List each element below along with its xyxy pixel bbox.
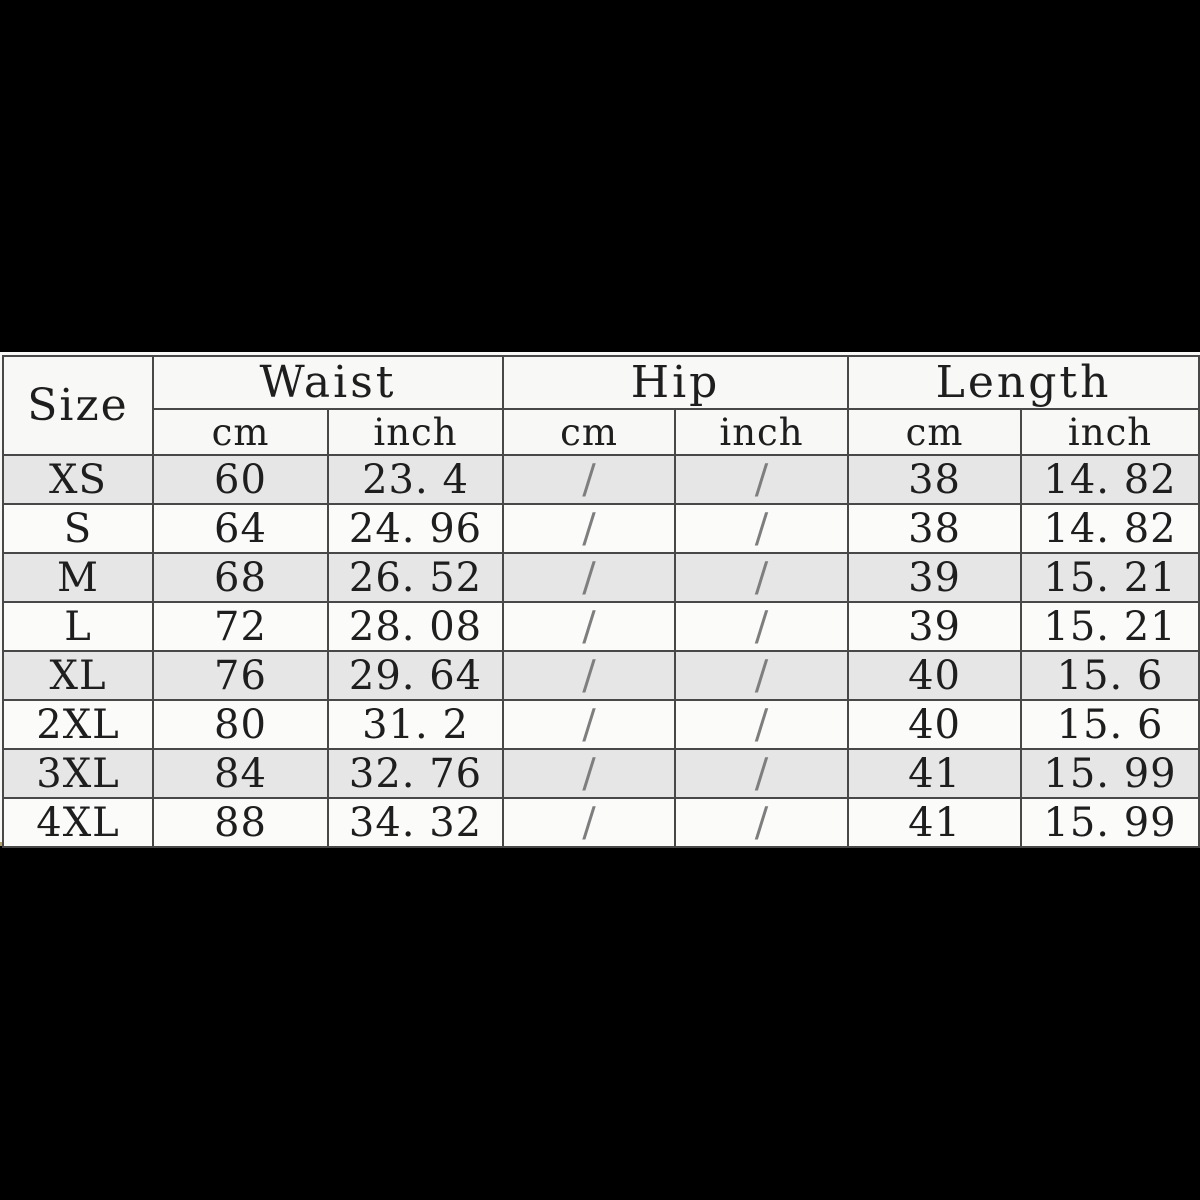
- length-cm-cell: 41: [848, 749, 1021, 798]
- table-row-s: [3, 504, 1199, 553]
- waist-cm-cell: 88: [153, 798, 328, 847]
- waist-inch-cell: 28. 08: [328, 602, 503, 651]
- size-column-header: Size: [3, 356, 153, 455]
- waist-inch-cell: 29. 64: [328, 651, 503, 700]
- hip-cm-header: cm: [503, 409, 675, 455]
- hip-inch-cell: /: [675, 504, 848, 553]
- size-cell: 4XL: [3, 798, 153, 847]
- table-row-4xl: [3, 798, 1199, 847]
- waist-inch-cell: 32. 76: [328, 749, 503, 798]
- waist-group-header: Waist: [153, 356, 503, 409]
- waist-cm-cell: 84: [153, 749, 328, 798]
- hip-inch-cell: /: [675, 455, 848, 504]
- hip-inch-cell: /: [675, 602, 848, 651]
- length-inch-header: inch: [1021, 409, 1199, 455]
- waist-inch-cell: 26. 52: [328, 553, 503, 602]
- length-cm-cell: 39: [848, 553, 1021, 602]
- length-cm-cell: 38: [848, 455, 1021, 504]
- waist-cm-header: cm: [153, 409, 328, 455]
- hip-cm-cell: /: [503, 504, 675, 553]
- length-inch-cell: 14. 82: [1021, 455, 1199, 504]
- hip-inch-cell: /: [675, 749, 848, 798]
- waist-inch-header: inch: [328, 409, 503, 455]
- size-cell: 2XL: [3, 700, 153, 749]
- hip-inch-cell: /: [675, 553, 848, 602]
- length-inch-cell: 15. 6: [1021, 651, 1199, 700]
- size-chart-table: [2, 355, 1200, 848]
- waist-cm-cell: 76: [153, 651, 328, 700]
- length-cm-cell: 39: [848, 602, 1021, 651]
- size-cell: S: [3, 504, 153, 553]
- table-row-m: [3, 553, 1199, 602]
- table-row-2xl: [3, 700, 1199, 749]
- size-cell: 3XL: [3, 749, 153, 798]
- waist-cm-cell: 60: [153, 455, 328, 504]
- table-row-l: [3, 602, 1199, 651]
- length-inch-cell: 15. 6: [1021, 700, 1199, 749]
- waist-cm-cell: 72: [153, 602, 328, 651]
- hip-inch-cell: /: [675, 651, 848, 700]
- hip-inch-header: inch: [675, 409, 848, 455]
- waist-inch-cell: 31. 2: [328, 700, 503, 749]
- size-cell: XL: [3, 651, 153, 700]
- table-row-xl: [3, 651, 1199, 700]
- hip-cm-cell: /: [503, 700, 675, 749]
- waist-cm-cell: 68: [153, 553, 328, 602]
- length-inch-cell: 15. 21: [1021, 602, 1199, 651]
- group-header-row: [3, 356, 1199, 409]
- hip-cm-cell: /: [503, 798, 675, 847]
- hip-group-header: Hip: [503, 356, 848, 409]
- hip-cm-cell: /: [503, 455, 675, 504]
- hip-cm-cell: /: [503, 749, 675, 798]
- length-group-header: Length: [848, 356, 1199, 409]
- size-cell: L: [3, 602, 153, 651]
- length-cm-cell: 38: [848, 504, 1021, 553]
- length-cm-header: cm: [848, 409, 1021, 455]
- hip-cm-cell: /: [503, 602, 675, 651]
- waist-inch-cell: 24. 96: [328, 504, 503, 553]
- size-cell: XS: [3, 455, 153, 504]
- waist-cm-cell: 64: [153, 504, 328, 553]
- hip-inch-cell: /: [675, 798, 848, 847]
- length-cm-cell: 40: [848, 700, 1021, 749]
- length-cm-cell: 41: [848, 798, 1021, 847]
- length-inch-cell: 15. 99: [1021, 749, 1199, 798]
- length-inch-cell: 15. 21: [1021, 553, 1199, 602]
- table-row-3xl: [3, 749, 1199, 798]
- table-row-xs: [3, 455, 1199, 504]
- waist-inch-cell: 23. 4: [328, 455, 503, 504]
- waist-inch-cell: 34. 32: [328, 798, 503, 847]
- hip-cm-cell: /: [503, 553, 675, 602]
- unit-header-row: [3, 409, 1199, 455]
- size-cell: M: [3, 553, 153, 602]
- size-chart-panel: [0, 352, 1200, 846]
- length-inch-cell: 15. 99: [1021, 798, 1199, 847]
- length-cm-cell: 40: [848, 651, 1021, 700]
- hip-inch-cell: /: [675, 700, 848, 749]
- length-inch-cell: 14. 82: [1021, 504, 1199, 553]
- hip-cm-cell: /: [503, 651, 675, 700]
- waist-cm-cell: 80: [153, 700, 328, 749]
